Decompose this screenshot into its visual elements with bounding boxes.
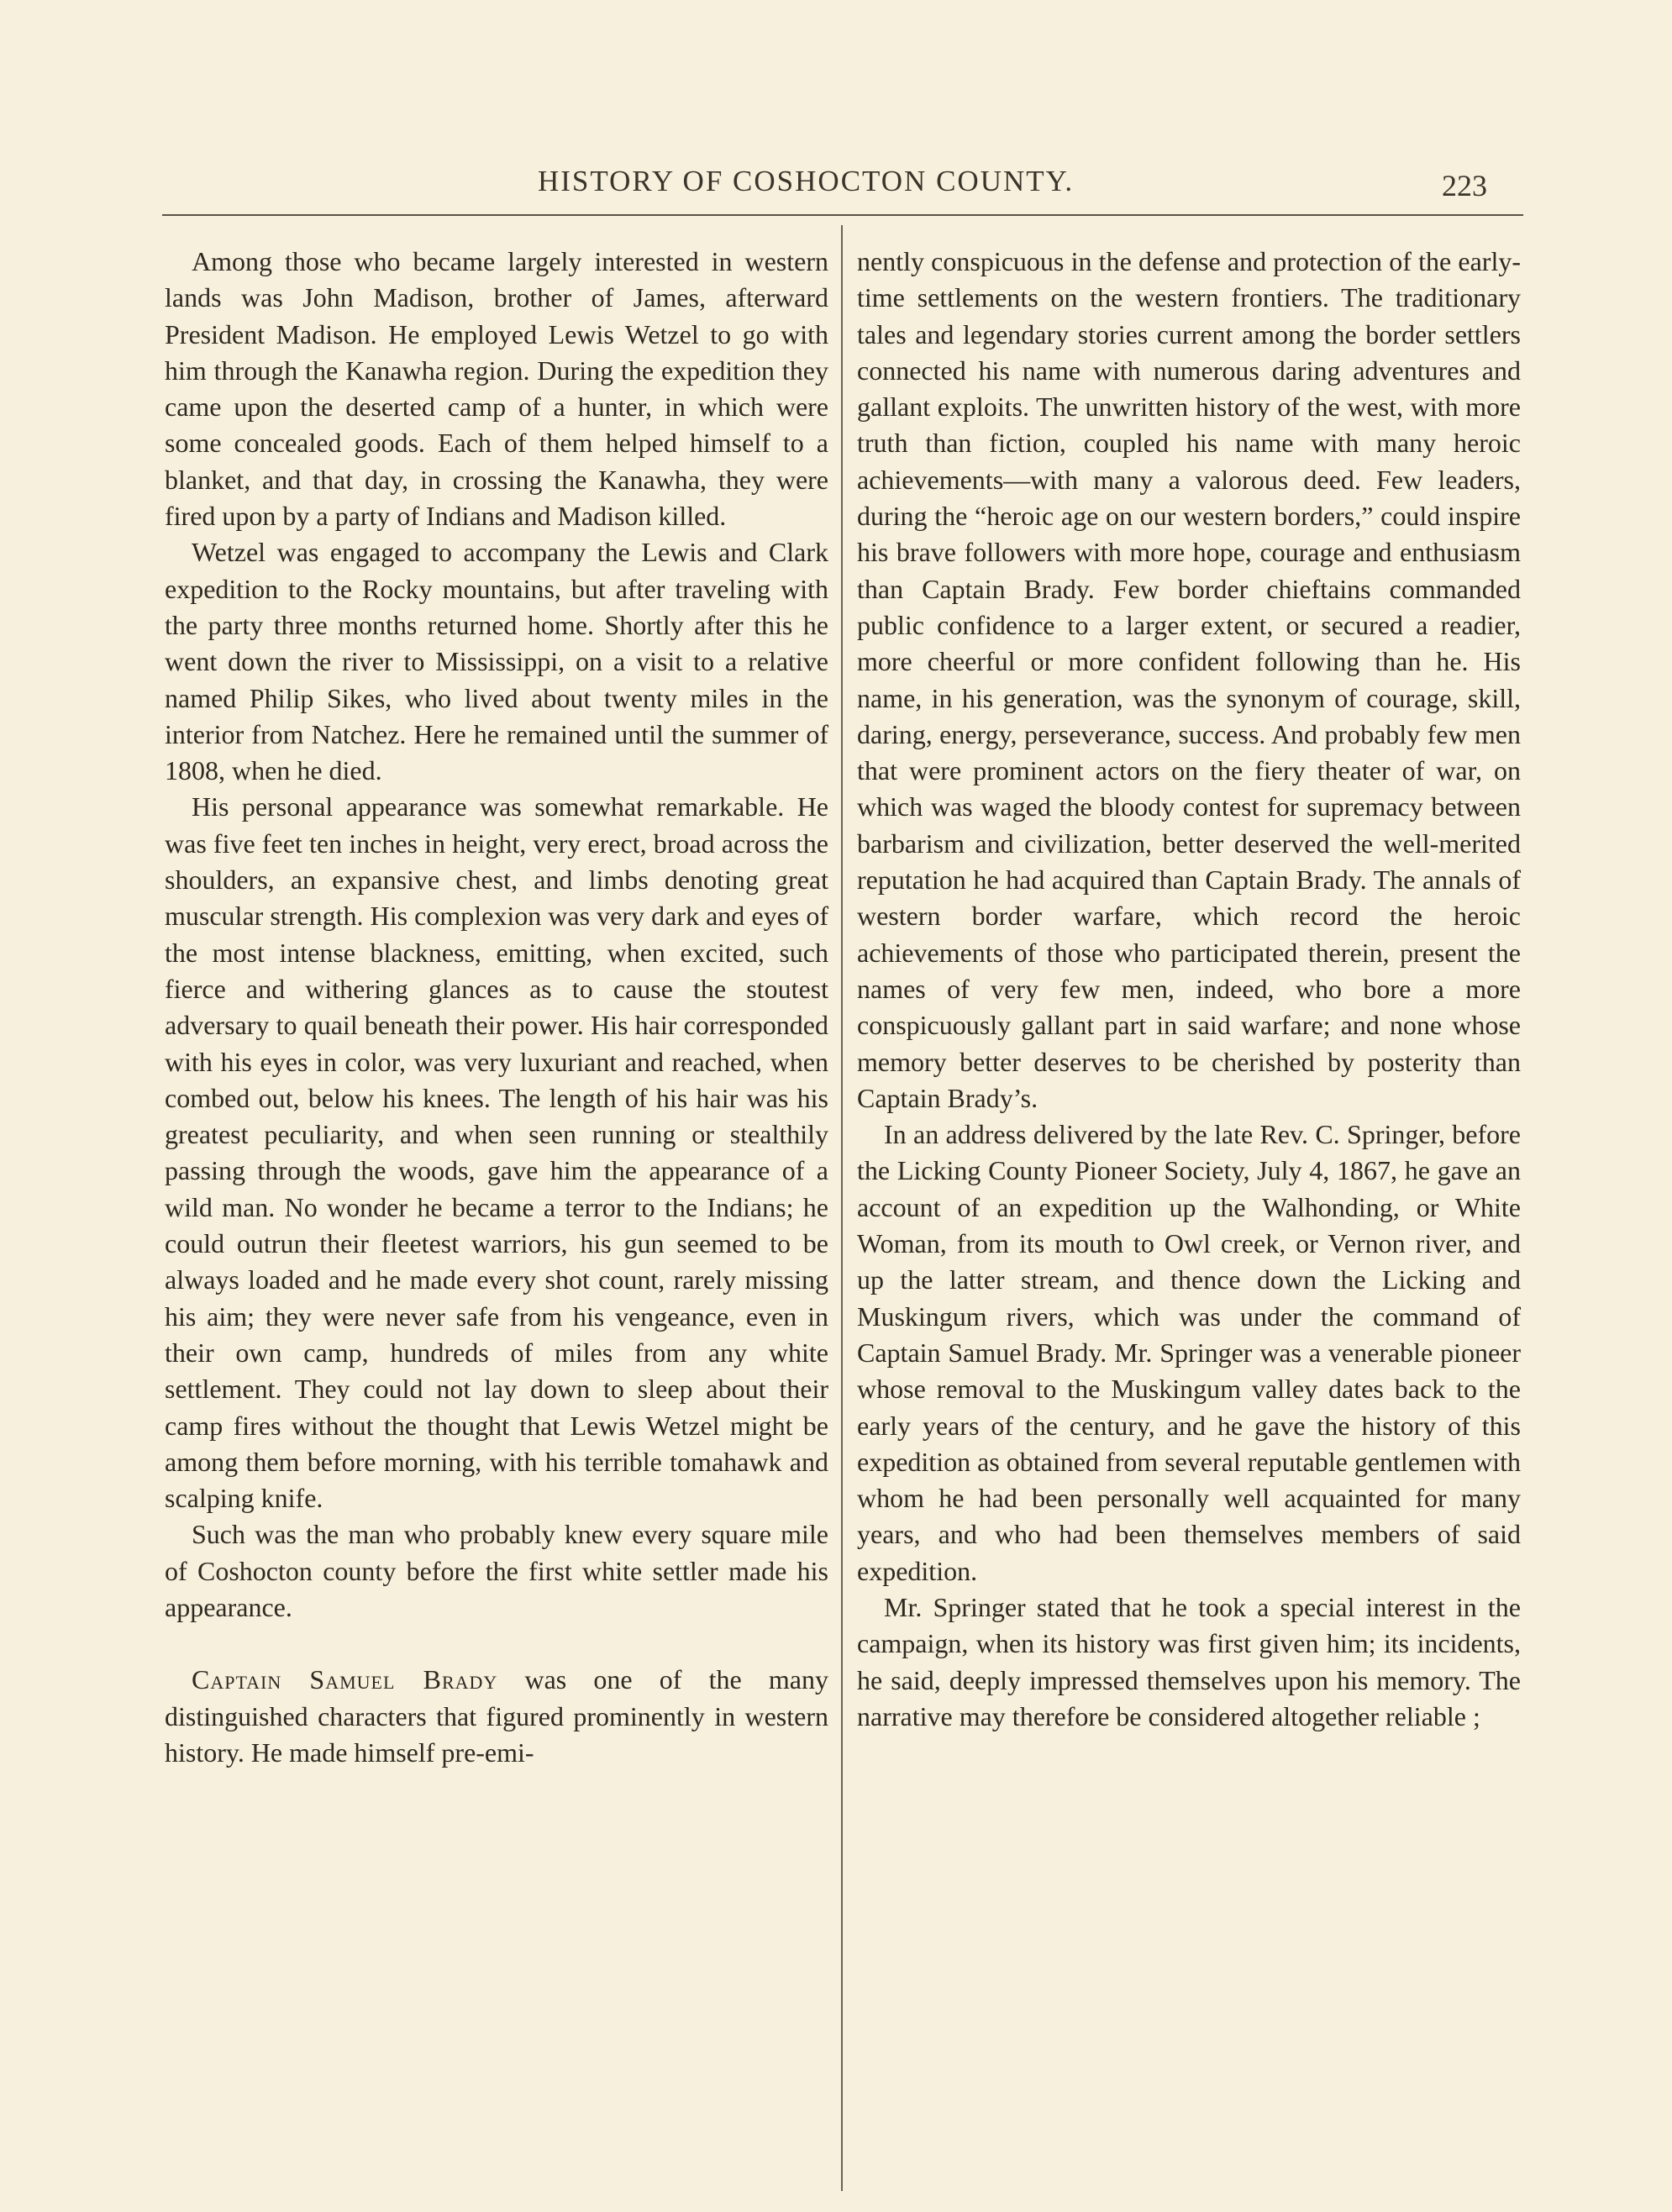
header-rule — [162, 214, 1523, 216]
paragraph: Wetzel was engaged to accompany the Lewis and Clark expedition to the Rocky mountains, but after traveling with the party three months returned home. Shortly after this he went down the river to Mississippi, on a visit to a relative named Philip Sikes, who lived about twenty miles in the interior from Natchez. Here he remained until the summer of 1808, when he died. — [165, 537, 828, 786]
section-lead-heading: Captain Samuel Brady — [192, 1664, 498, 1695]
paragraph: Among those who became largely interested in western lands was John Madison, brother of James, afterward President Madison. He employed Lewis Wetzel to go with him through the Kanawha region. During the expedition they came upon the deserted camp of a hunter, in which were some concealed goods. Each of them helped himself to a blanket, and that day, in crossing the Kanawha, they were fired upon by a party of Indians and Madison killed. — [165, 246, 828, 532]
paragraph: nently conspicuous in the defense and protection of the early-time settlements on the western frontiers. The traditionary tales and legendary stories current among the border settlers connected his name with numerous daring adventures and gallant exploits. The unwritten history of the west, with more truth than fiction, coupled his name with many heroic achievements—with many a valorous deed. Few leaders, during the “heroic age on our western borders,” could inspire his brave followers with more hope, courage and enthusiasm than Captain Brady. Few border chieftains commanded public confidence to a larger extent, or secured a readier, more cheerful or more confident following than he. His name, in his generation, was the synonym of courage, skill, daring, energy, perseverance, success. And probably few men that were prominent actors on the fiery theater of war, on which was waged the bloody contest for supremacy between barbarism and civilization, better deserved the well-merited reputation he had acquired than Captain Brady. The annals of western border warfare, which record the heroic achievements of those who participated therein, present the names of very few men, indeed, who bore a more conspicuously gallant part in said warfare; and none whose memory better deserves to be cherished by posterity than Captain Brady’s. — [857, 246, 1521, 1113]
right-column — [857, 244, 1521, 1735]
paragraph: Such was the man who probably knew every square mile of Coshocton county before the first white settler made his appearance. — [165, 1519, 828, 1622]
column-divider — [841, 225, 843, 2191]
paragraph-brady-intro — [165, 1662, 828, 1771]
paragraph-text: was one of the many distinguished characters that figured prominently in western history. He made himself pre-emi- — [165, 1664, 829, 1768]
paragraph: His personal appearance was somewhat remarkable. He was five feet ten inches in height, very erect, broad across the shoulders, an expansive chest, and limbs denoting great muscular strength. His complexion was very dark and eyes of the most intense blackness, emitting, when excited, such fierce and withering glances as to cause the stoutest adversary to quail beneath their power. His hair corresponded with his eyes in color, was very luxuriant and reached, when combed out, below his knees. The length of his hair was his greatest peculiarity, and when seen running or stealthily passing through the woods, gave him the appearance of a wild man. No wonder he became a terror to the Indians; he could outrun their fleetest warriors, his gun seemed to be always loaded and he made every shot count, rarely missing his aim; they were never safe from his vengeance, even in their own camp, hundreds of miles from any white settlement. They could not lay down to sleep about their camp fires without the thought that Lewis Wetzel might be among them before morning, with his terrible tomahawk and scalping knife. — [165, 791, 828, 1514]
page-number: 223 — [1442, 169, 1487, 202]
running-header: HISTORY OF COSHOCTON COUNTY. — [538, 165, 1075, 197]
left-column — [165, 244, 828, 1771]
paragraph: In an address delivered by the late Rev. C. Springer, before the Licking County Pioneer Society, July 4, 1867, he gave an account of an expedition up the Walhonding, or White Woman, from its mouth to Owl creek, or Vernon river, and up the latter stream, and thence down the Licking and Muskingum rivers, which was under the command of Captain Samuel Brady. Mr. Springer was a venerable pioneer whose removal to the Muskingum valley dates back to the early years of the century, and he gave the history of this expedition as obtained from several reputable gentlemen with whom he had been personally well acquainted for many years, and who had been themselves members of said expedition. — [857, 1119, 1521, 1586]
paragraph: Mr. Springer stated that he took a special interest in the campaign, when its history was first given him; its incidents, he said, deeply impressed themselves upon his memory. The narrative may therefore be considered altogether reliable ; — [857, 1591, 1521, 1731]
